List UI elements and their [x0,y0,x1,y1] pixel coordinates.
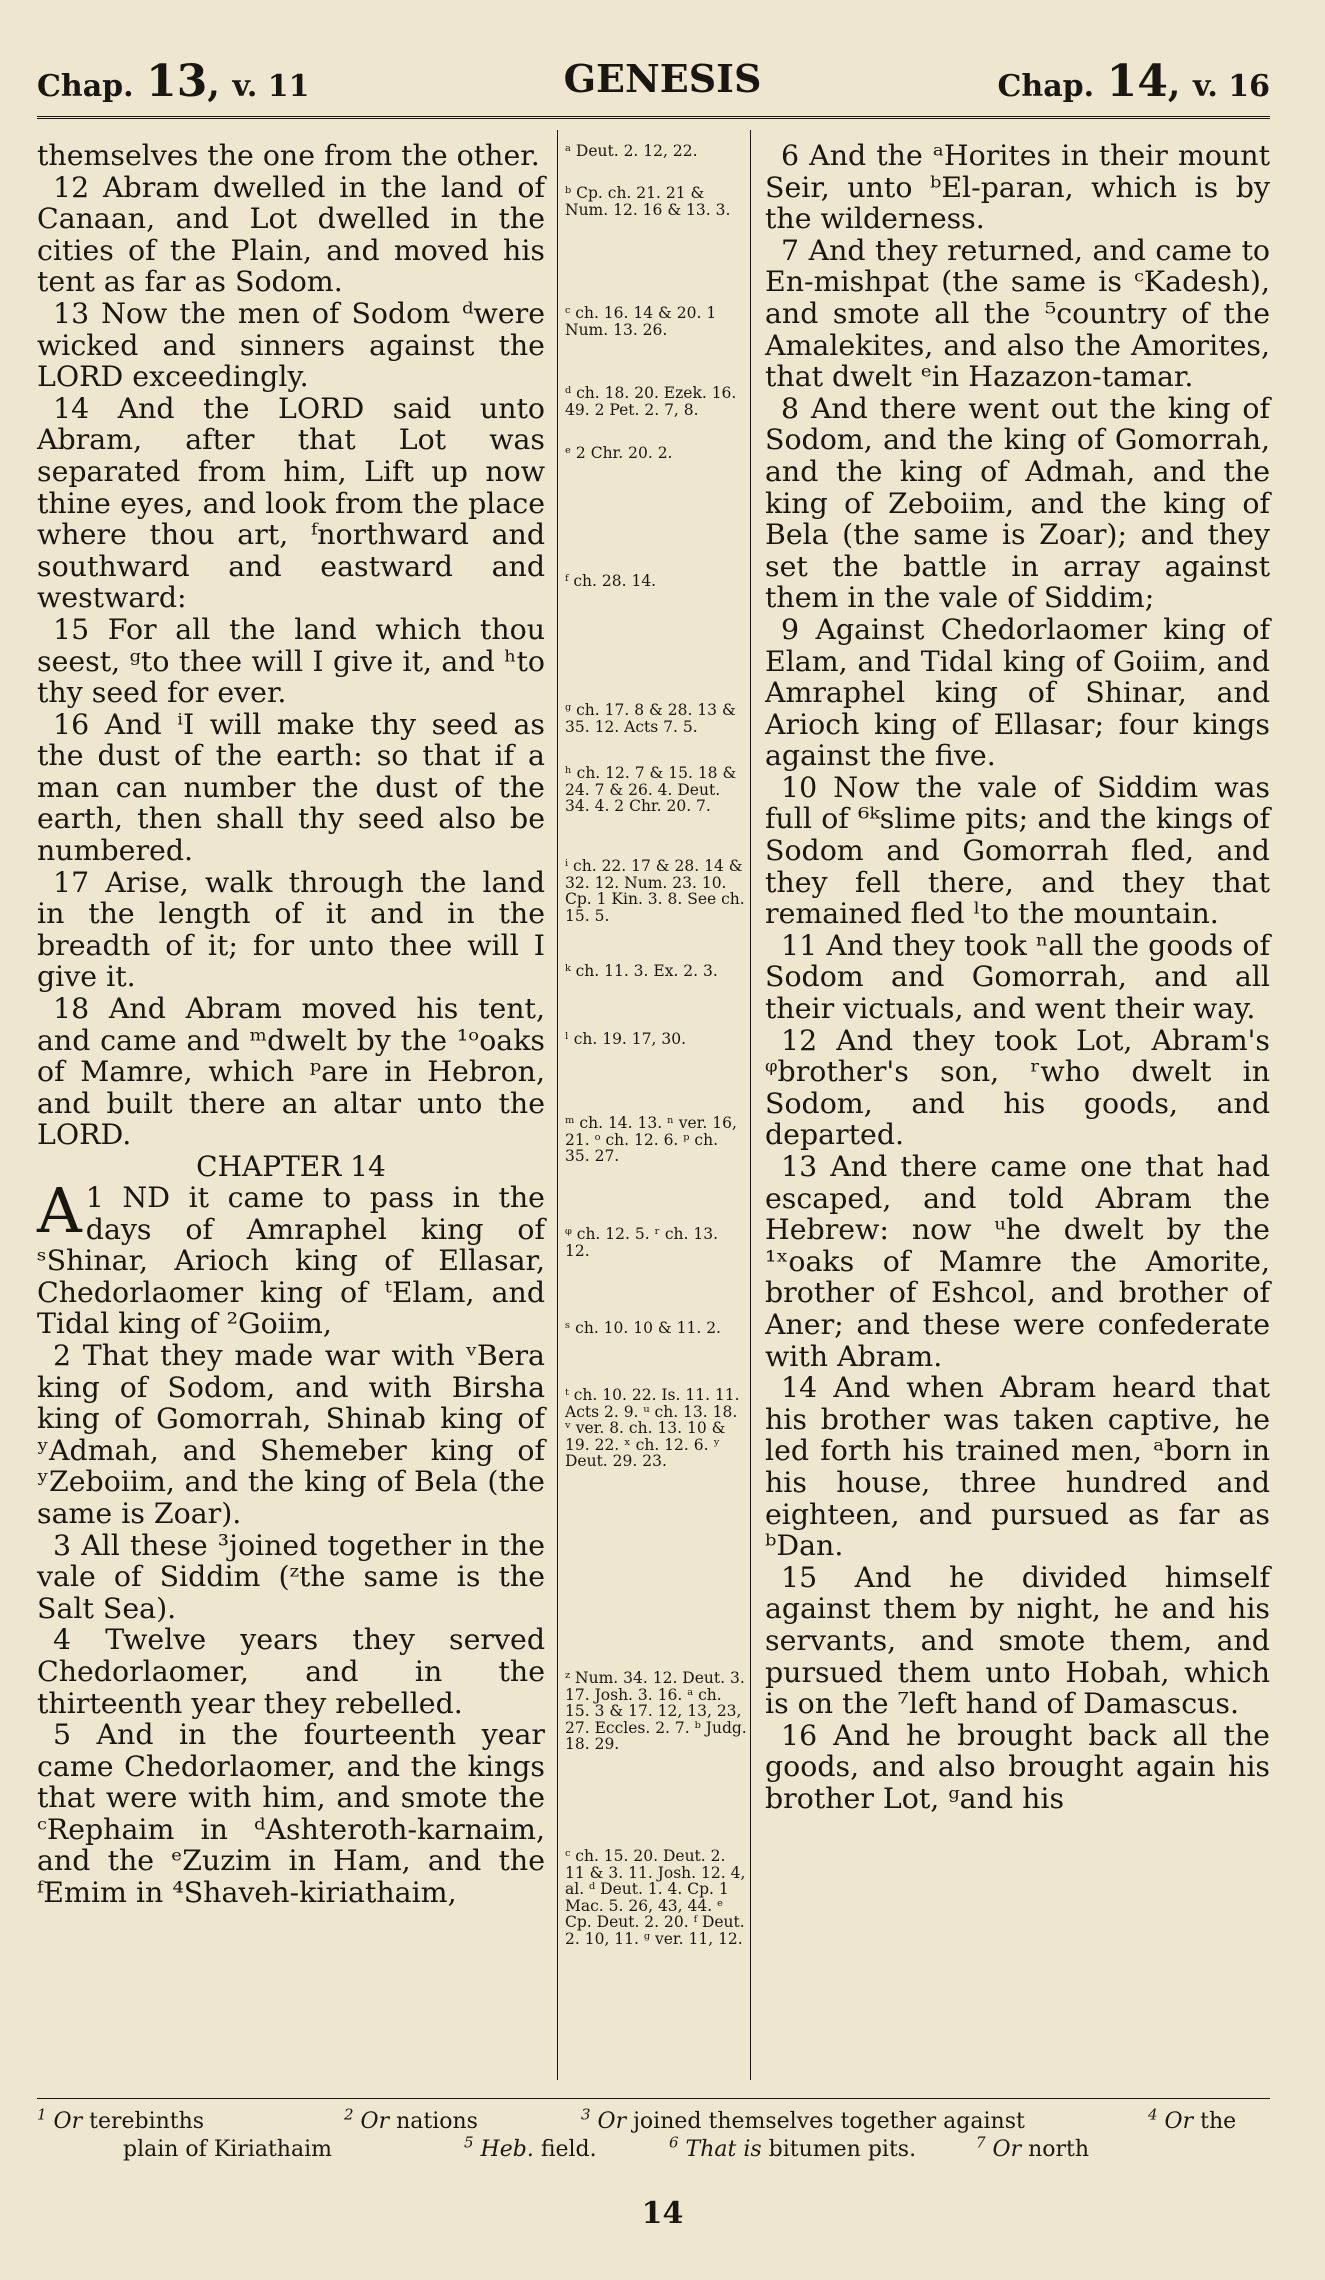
cross-reference: ˢ ch. 10. 10 & 11. 2. [565,1319,721,1337]
verse: 13 Now the men of Sodom ᵈwere wicked and sinners against the LORD exceedingly. [37,296,545,394]
verse: 9 Against Chedorlaomer king of Elam, and Tidal king of Goiim, and Amraphel king of Shinar, and Arioch king of Ellasar; four kings against the five. [765,612,1270,773]
verse: 11 And they took ⁿall the goods of Sodom and Gomorrah, and all their victuals, and went their way. [765,928,1270,1026]
verse: 16 And he brought back all the goods, and also brought again his brother Lot, ᵍand his [765,1718,1270,1815]
cross-reference: ˡ ch. 19. 17, 30. [565,1030,687,1048]
footnote: $^7$ Or north [976,2133,1090,2162]
verse: 4 Twelve years they served Chedorlaomer, and in the thirteenth year they rebelled. [37,1623,545,1720]
header-rule [37,116,1270,119]
verse-text: ND it came to pass in the days of Amraphel king of ˢShinar, Arioch king of Ellasar, Chedorlaomer king of ᵗElam, and Tidal king of ²Goiim, [37,1181,545,1341]
verse: 8 And there went out the king of Sodom, and the king of Gomorrah, and the king of Admah, and the king of Zeboiim, and the king of Bela (the same is Zoar); and they set the battle in array against them in the vale of Siddim; [765,391,1270,615]
verse: 13 And there came one that had escaped, and told Abram the Hebrew: now ᵘhe dwelt by the ¹ˣoaks of Mamre the Amorite, brother of Eshcol, and brother of Aner; and these were confederate with Abram. [765,1150,1270,1373]
chap-number: 13 [146,56,208,107]
footnote-line [37,2105,1270,2136]
verse: 15 And he divided himself against them by night, he and his servants, and smote them, and pursued them unto Hobah, which is on the ⁷left hand of Damascus. [765,1560,1270,1721]
cross-reference: ᶜ ch. 16. 14 & 20. 1 Num. 13. 26. [565,304,717,339]
footnote: $^1$ Or terebinths [37,2105,205,2134]
footnote: $^5$ Heb. field. [464,2133,597,2162]
verse-ref: v. 16 [1192,69,1270,104]
running-head-left: Chap. 13, v. 11 [37,56,310,107]
verse: 7 And they returned, and came to En-mishpat (the same is ᶜKadesh), and smote all the ⁵country of the Amalekites, and also the Amorites, that dwelt ᵉin Hazazon-tamar. [765,233,1270,394]
cross-reference: ᵗ ch. 10. 22. Is. 11. 11. Acts 2. 9. ᵘ ch. 13. 18. ᵛ ver. 8. ch. 13. 10 & 19. 22. ˣ ch. 12. 6. ʸ Deut. 29. 23. [565,1386,740,1470]
column-divider-right [750,130,751,2080]
book-title: GENESIS [563,56,762,101]
footnote-continuation: plain of Kiriathaim [123,2137,332,2162]
chapter-heading: CHAPTER 14 [196,1150,386,1183]
verse: 2 That they made war with ᵛBera king of Sodom, and with Birsha king of Gomorrah, Shinab king of ʸAdmah, and Shemeber king of ʸZeboiim, and the king of Bela (the same is Zoar). [37,1338,545,1530]
cross-reference: ʰ ch. 12. 7 & 15. 18 & 24. 7 & 26. 4. Deut. 34. 4. 2 Chr. 20. 7. [565,764,737,815]
verse: 3 All these ³joined together in the vale of Siddim (ᶻthe same is the Salt Sea). [37,1528,545,1625]
footnote-rule [37,2098,1270,2099]
verse: 12 And they took Lot, Abram's ᵠbrother's son, ʳwho dwelt in Sodom, and his goods, and departed. [765,1023,1270,1152]
cross-reference: ᶻ Num. 34. 12. Deut. 3. 17. Josh. 3. 16. ᵃ ch. 15. 3 & 17. 12, 13, 23, 27. Eccles. 2. 7. ᵇ Judg. 18. 29. [565,1669,747,1753]
footnote-line [37,2133,1270,2164]
cross-reference: ᵐ ch. 14. 13. ⁿ ver. 16, 21. ᵒ ch. 12. 6. ᵖ ch. 35. 27. [565,1114,737,1165]
verse: 14 And when Abram heard that his brother was taken captive, he led forth his trained men, ᵃborn in his house, three hundred and eighteen, and pursued as far as ᵇDan. [765,1371,1270,1563]
verse-number: 1 [85,1181,104,1214]
cross-reference: ᵈ ch. 18. 20. Ezek. 16. 49. 2 Pet. 2. 7, 8. [565,384,737,419]
verse: 18 And Abram moved his tent, and came and ᵐdwelt by the ¹ᵒoaks of Mamre, which ᵖare in Hebron, and built there an altar unto the LORD. [37,992,545,1152]
cross-reference: ᵍ ch. 17. 8 & 28. 13 & 35. 12. Acts 7. 5. [565,701,736,736]
cross-reference: ᶠ ch. 28. 14. [565,572,657,590]
footnotes [37,2105,1270,2164]
chapter-opening-verse [37,1174,545,1341]
drop-cap: A [37,1174,82,1247]
verse: 10 Now the vale of Siddim was full of ⁶ᵏslime pits; and the kings of Sodom and Gomorrah fled, and they fell there, and they that remained fled ˡto the mountain. [765,770,1270,931]
text-column-right [765,140,1270,1814]
chap-label: Chap. [997,69,1095,104]
cross-reference: ᵏ ch. 11. 3. Ex. 2. 3. [565,962,718,980]
cross-reference: ⁱ ch. 22. 17 & 28. 14 & 32. 12. Num. 23. 10. Cp. 1 Kin. 3. 8. See ch. 15. 5. [565,857,745,925]
chap-label: Chap. [37,69,134,104]
page-number: 14 [641,2196,684,2231]
cross-reference: ᵇ Cp. ch. 21. 21 & Num. 12. 16 & 13. 3. [565,184,731,219]
cross-reference: ᵉ 2 Chr. 20. 2. [565,444,673,462]
footnote: $^4$ Or the [1148,2105,1237,2134]
column-divider-left [557,130,558,2080]
verse: 15 For all the land which thou seest, ᵍto thee will I give it, and ʰto thy seed for ever. [37,612,545,710]
text-column-left [37,140,545,1909]
cross-reference: ᵠ ch. 12. 5. ʳ ch. 13. 12. [565,1225,719,1260]
footnote: $^3$ Or joined themselves together against [581,2105,1025,2134]
cross-reference: ᶜ ch. 15. 20. Deut. 2. 11 & 3. 11. Josh. 12. 4, al. ᵈ Deut. 1. 4. Cp. 1 Mac. 5. 26, 43, 44. ᵉ Cp. Deut. 2. 20. ᶠ Deut. 2. 10, 11. ᵍ ver. 11, 12. [565,1847,746,1948]
footnote: $^6$ That is bitumen pits. [669,2133,917,2162]
verse-ref: v. 11 [232,69,310,104]
verse: 14 And the LORD said unto Abram, after that Lot was separated from him, Lift up now thine eyes, and look from the place where thou art, ᶠnorthward and southward and eastward and westward: [37,391,545,615]
footnote: $^2$ Or nations [344,2105,478,2134]
verse: 5 And in the fourteenth year came Chedorlaomer, and the kings that were with him, and smote the ᶜRephaim in ᵈAshteroth-karnaim, and the ᵉZuzim in Ham, and the ᶠEmim in ⁴Shaveh-kiriathaim, [37,1718,545,1910]
running-head-right: Chap. 14, v. 16 [997,56,1270,107]
verse: 12 Abram dwelled in the land of Canaan, and Lot dwelled in the cities of the Plain, and moved his tent as far as Sodom. [37,170,545,299]
cross-reference: ᵃ Deut. 2. 12, 22. [565,142,698,160]
chap-number: 14 [1106,56,1168,107]
verse: 6 And the ᵃHorites in their mount Seir, unto ᵇEl-paran, which is by the wilderness. [765,139,1270,236]
verse: 16 And ⁱI will make thy seed as the dust of the earth: so that if a man can number the dust of the earth, then shall thy seed also be numbered. [37,707,545,868]
verse: 17 Arise, walk through the land in the length of it and in the breadth of it; for unto thee will I give it. [37,865,545,994]
verse: themselves the one from the other. [37,139,540,172]
